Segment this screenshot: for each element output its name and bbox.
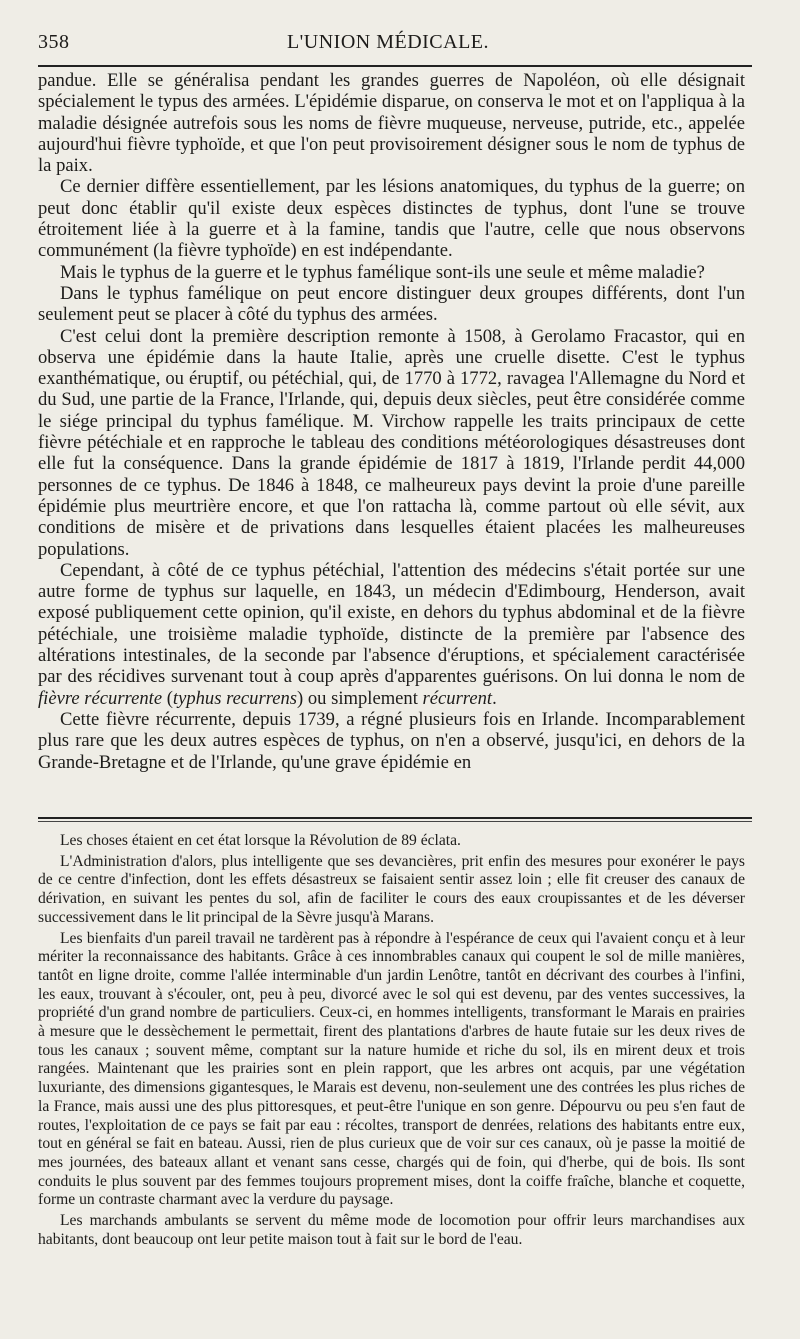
note-paragraph: L'Administration d'alors, plus intelligente que ses devancières, prit enfin des mesures pour exonérer le pays de ce centre d'infection, dont les effets désastreux se faisaient sentir assez loin ; elle fit creuser des canaux de dérivation, en suivant les pentes du sol, afin de faciliter le cours des eaux croupissantes et de les déverser successivement dans le lit principal de la Sèvre jusqu'à Marans. bbox=[38, 852, 745, 926]
page-number: 358 bbox=[38, 31, 70, 53]
italic-term: récurrent bbox=[422, 687, 493, 709]
paragraph: Dans le typhus famélique on peut encore distinguer deux groupes différents, dont l'un seulement peut se placer à côté du typhus des armées. bbox=[38, 282, 745, 326]
paragraph: Mais le typhus de la guerre et le typhus famélique sont-ils une seule et même maladie? bbox=[60, 261, 705, 283]
paragraph-text: ) ou simplement bbox=[297, 687, 423, 709]
note-paragraph: Les bienfaits d'un pareil travail ne tardèrent pas à répondre à l'espérance de ceux qui l'avaient conçu et à leur mériter la reconnaissance des habitants. Grâce à ces innombrables canaux qui coupent le sol de mille manières, tantôt en ligne droite, comme l'allée interminable d'un jardin Lenôtre, tantôt en décrivant des courbes à l'infini, les eaux, trouvant à s'écouler, ont, peu à peu, divorcé avec le sol qui est devenu, par des ventes successives, la propriété d'un grand nombre de particuliers. Ceux-ci, en hommes intelligents, transformant le Marais en prairies à mesure que le dessèchement le permettait, firent des plantations d'arbres de haute futaie sur les deux rives de tous les canaux ; souvent même, comptant sur la nature humide et riche du sol, ils en mirent deux et trois rangées. Maintenant que les prairies sont en plein rapport, que les arbres ont acquis, par une végétation luxuriante, des dimensions gigantesques, le Marais est devenu, non-seulement une des contrées les plus riches de la France, mais aussi une des plus pittoresques, et peut-être l'unique en son genre. Dépourvu ou peu s'en faut de routes, l'exploitation de ce pays se fait par eau : récoltes, transport de denrées, relations des habitants entre eux, tout en général se fait en bateau. Aussi, rien de plus curieux que de voir sur ces canaux, où je passe la moitié de mes journées, des bateaux allant et venant sans cesse, chargés qui de foin, qui d'herbe, qui de bois. Ils sont conduits le plus souvent par des femmes toujours proprement mises, dont la coiffe fraîche, blanche et coquette, forme un contraste charmant avec la verdure du paysage. bbox=[38, 929, 745, 1209]
feuilleton-text bbox=[38, 832, 745, 1251]
paragraph bbox=[38, 560, 745, 709]
paragraph-text: ( bbox=[162, 687, 173, 709]
paragraph-text: . bbox=[492, 687, 497, 709]
paragraph: pandue. Elle se généralisa pendant les grandes guerres de Napoléon, où elle désignait spécialement le typus des armées. L'épidémie disparue, on conserva le mot et on l'appliqua à la maladie désignée autrefois sous les noms de fièvre muqueuse, nerveuse, putride, etc., appelée aujourd'hui fièvre typhoïde, et que l'on peut provisoirement désigner sous le nom de typhus de la paix. bbox=[38, 70, 745, 177]
note-paragraph: Les marchands ambulants se servent du même mode de locomotion pour offrir leurs marchandises aux habitants, dont beaucoup ont leur petite maison tout à fait sur le bord de l'eau. bbox=[38, 1212, 745, 1248]
note-paragraph: Les choses étaient en cet état lorsque la Révolution de 89 éclata. bbox=[60, 832, 461, 849]
footnote-rule-thin bbox=[38, 821, 752, 822]
italic-term: fièvre récurrente bbox=[38, 687, 163, 709]
paragraph-text: Cependant, à côté de ce typhus pétéchial, l'attention des médecins s'était portée sur une autre forme de typhus sur laquelle, en 1843, un médecin d'Edimbourg, Henderson, avait exposé publiquement cette opinion, qu'il existe, en dehors du typhus abdominal et de la fièvre pétéchiale, une troisième maladie typhoïde, distincte de la première par l'absence des altérations intestinales, de la seconde par l'absence d'éruptions, et spécialement caractérisée par des récidives survenant tout à coup après d'apparentes guérisons. On lui donna le nom de bbox=[38, 559, 745, 688]
running-title: L'UNION MÉDICALE. bbox=[286, 31, 490, 53]
footnote-rule bbox=[38, 817, 752, 819]
header-rule bbox=[38, 65, 752, 67]
paragraph: Ce dernier diffère essentiellement, par les lésions anatomiques, du typhus de la guerre; on peut donc établir qu'il existe deux espèces distinctes de typhus, dont l'une se trouve étroitement liée à la guerre et à la famine, tandis que l'autre, celle que nous observons communément (la fièvre typhoïde) en est indépendante. bbox=[38, 176, 745, 262]
page-header bbox=[38, 31, 738, 59]
paragraph: Cette fièvre récurrente, depuis 1739, a régné plusieurs fois en Irlande. Incomparablement plus rare que les deux autres espèces de typhus, on n'en a observé, jusqu'ici, en dehors de la Grande-Bretagne et de l'Irlande, qu'une grave épidémie en bbox=[38, 708, 745, 773]
italic-term: typhus recurrens bbox=[172, 687, 298, 709]
main-text bbox=[38, 70, 745, 773]
paragraph: C'est celui dont la première description remonte à 1508, à Gerolamo Fracastor, qui en observa une épidémie dans la haute Italie, après une cruelle disette. C'est le typhus exanthématique, ou éruptif, ou pétéchial, qui, de 1770 à 1772, ravagea l'Allemagne du Nord et du Sud, une partie de la France, l'Irlande, qui, depuis deux siècles, peut être considérée comme le siége principal du typhus famélique. M. Virchow rappelle les traits principaux de cette fièvre pétéchiale et en rapproche le tableau des conditions météorologiques désastreuses dont elle fut la conséquence. Dans la grande épidémie de 1817 à 1819, l'Irlande perdit 44,000 personnes de ce typhus. De 1846 à 1848, ce malheureux pays devint la proie d'une pareille épidémie plus meurtrière encore, et que l'on rattacha là, comme partout où elle sévit, aux conditions de misère et de privations dans lesquelles étaient placées les malheureuses populations. bbox=[38, 325, 745, 560]
